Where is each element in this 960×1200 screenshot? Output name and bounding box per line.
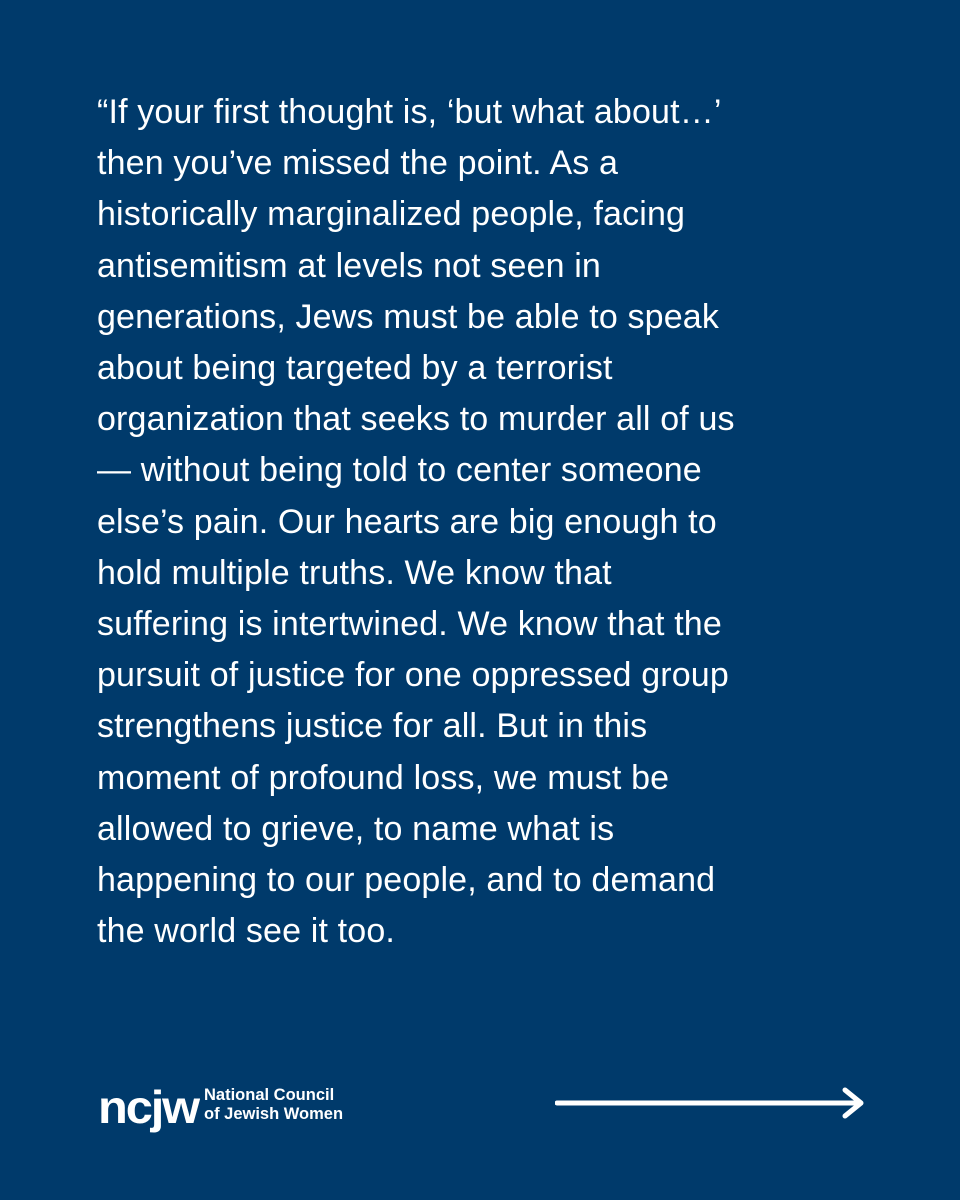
- logo-mark: [98, 1085, 200, 1139]
- ncjw-logo: [98, 1079, 358, 1139]
- next-arrow-icon[interactable]: [555, 1086, 867, 1120]
- logo-mark-text: ncjw: [98, 1085, 200, 1133]
- org-name: National Council of Jewish Women: [204, 1086, 344, 1123]
- quote-text: “If your first thought is, ‘but what about…’ then you’ve missed the point. As a historically marginalized people, facing antisemitism at levels not seen in generations, Jews must be able to speak about being targeted by a terrorist organization that seeks to murder all of us — without being told to center someone else’s pain. Our hearts are big enough to hold multiple truths. We know that suffering is intertwined. We know that the pursuit of justice for one oppressed group strengthens justice for all. But in this moment of profound loss, we must be allowed to grieve, to name what is happening to our people, and to demand the world see it too.: [97, 93, 735, 951]
